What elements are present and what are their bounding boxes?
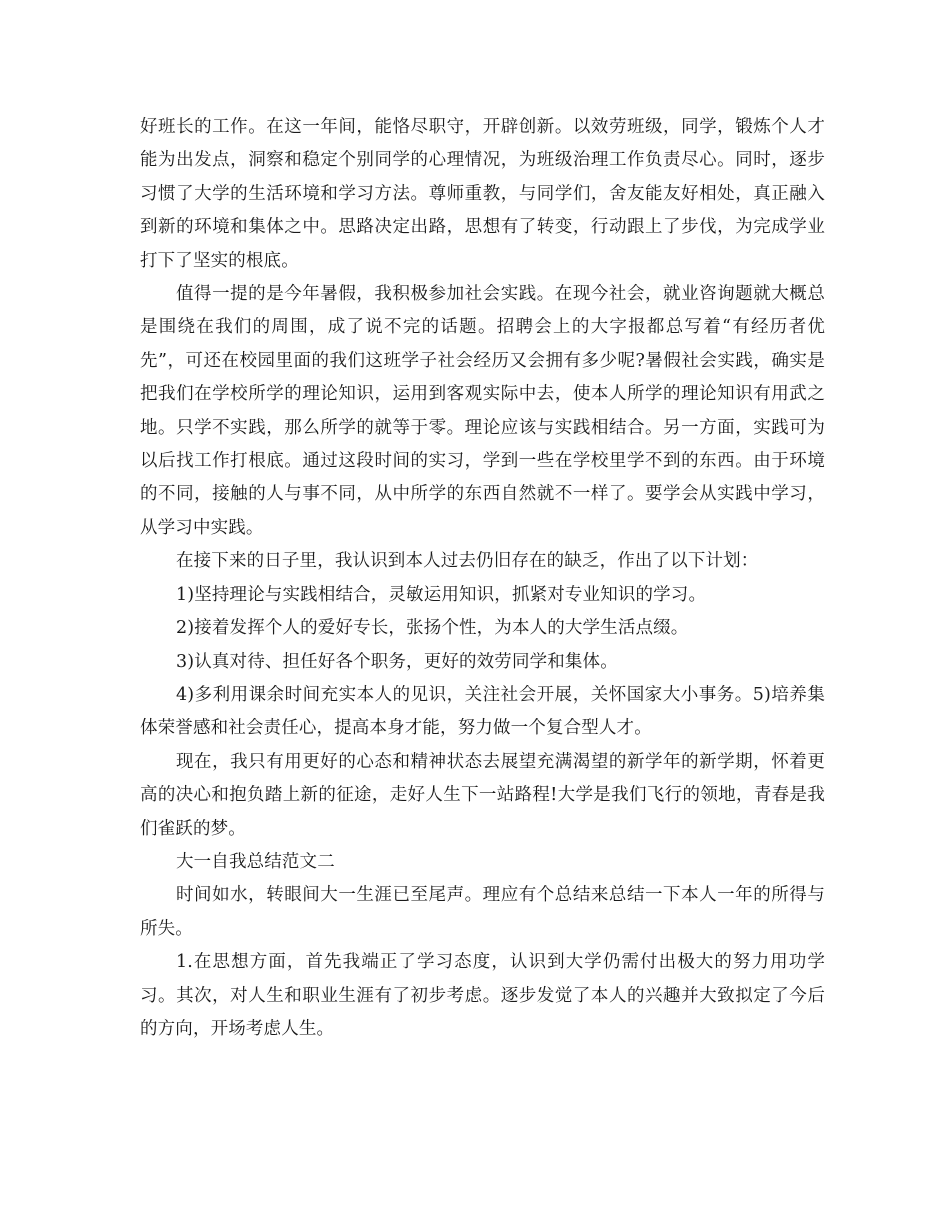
paragraph-class-monitor-work: 好班长的工作。在这一年间，能恪尽职守，开辟创新。以效劳班级，同学，锻炼个人才能为出发点，洞察和稳定个别同学的心理情况，为班级治理工作负责尽心。同时，逐步习惯了大学的生活环境和学习方法。尊师重教，与同学们，舍友能友好相处，真正融入到新的环境和集体之中。思路决定出路，思想有了转变，行动跟上了步伐，为完成学业打下了坚实的根底。 <box>140 117 825 271</box>
paragraph-outlook: 现在，我只有用更好的心态和精神状态去展望充满渴望的新学年的新学期，怀着更高的决心和抱负踏上新的征途，走好人生下一站路程!大学是我们飞行的领地，青春是我们雀跃的梦。 <box>140 751 825 839</box>
document-body <box>140 111 825 1046</box>
list-item-plan-4-5: 4)多利用课余时间充实本人的见识，关注社会开展，关怀国家大小事务。5)培养集体荣誉感和社会责任心，提高本身才能，努力做一个复合型人才。 <box>140 684 825 739</box>
list-item-plan-1: 1)坚持理论与实践相结合，灵敏运用知识，抓紧对专业知识的学习。 <box>176 584 707 605</box>
list-item-plan-3: 3)认真对待、担任好各个职务，更好的效劳同学和集体。 <box>176 651 618 672</box>
paragraph-plan-intro: 在接下来的日子里，我认识到本人过去仍旧存在的缺乏，作出了以下计划： <box>176 551 759 572</box>
section-heading-sample-two: 大一自我总结范文二 <box>176 851 335 872</box>
paragraph-thought-aspect: 1.在思想方面，首先我端正了学习态度，认识到大学仍需付出极大的努力用功学习。其次，对人生和职业生涯有了初步考虑。逐步发觉了本人的兴趣并大致拟定了今后的方向，开场考虑人生。 <box>140 952 825 1039</box>
paragraph-time-flies: 时间如水，转眼间大一生涯已至尾声。理应有个总结来总结一下本人一年的所得与所失。 <box>140 885 825 939</box>
paragraph-summer-practice: 值得一提的是今年暑假，我积极参加社会实践。在现今社会，就业咨询题就大概总是围绕在我们的周围，成了说不完的话题。招聘会上的大字报都总写着“有经历者优先”，可还在校园里面的我们这班学子社会经历又会拥有多少呢?暑假社会实践，确实是把我们在学校所学的理论知识，运用到客观实际中去，使本人所学的理论知识有用武之地。只学不实践，那么所学的就等于零。理论应该与实践相结合。另一方面，实践可为以后找工作打根底。通过这段时间的实习，学到一些在学校里学不到的东西。由于环境的不同，接触的人与事不同，从中所学的东西自然就不一样了。要学会从实践中学习，从学习中实践。 <box>140 284 825 538</box>
list-item-plan-2: 2)接着发挥个人的爱好专长，张扬个性，为本人的大学生活点缀。 <box>176 618 689 639</box>
